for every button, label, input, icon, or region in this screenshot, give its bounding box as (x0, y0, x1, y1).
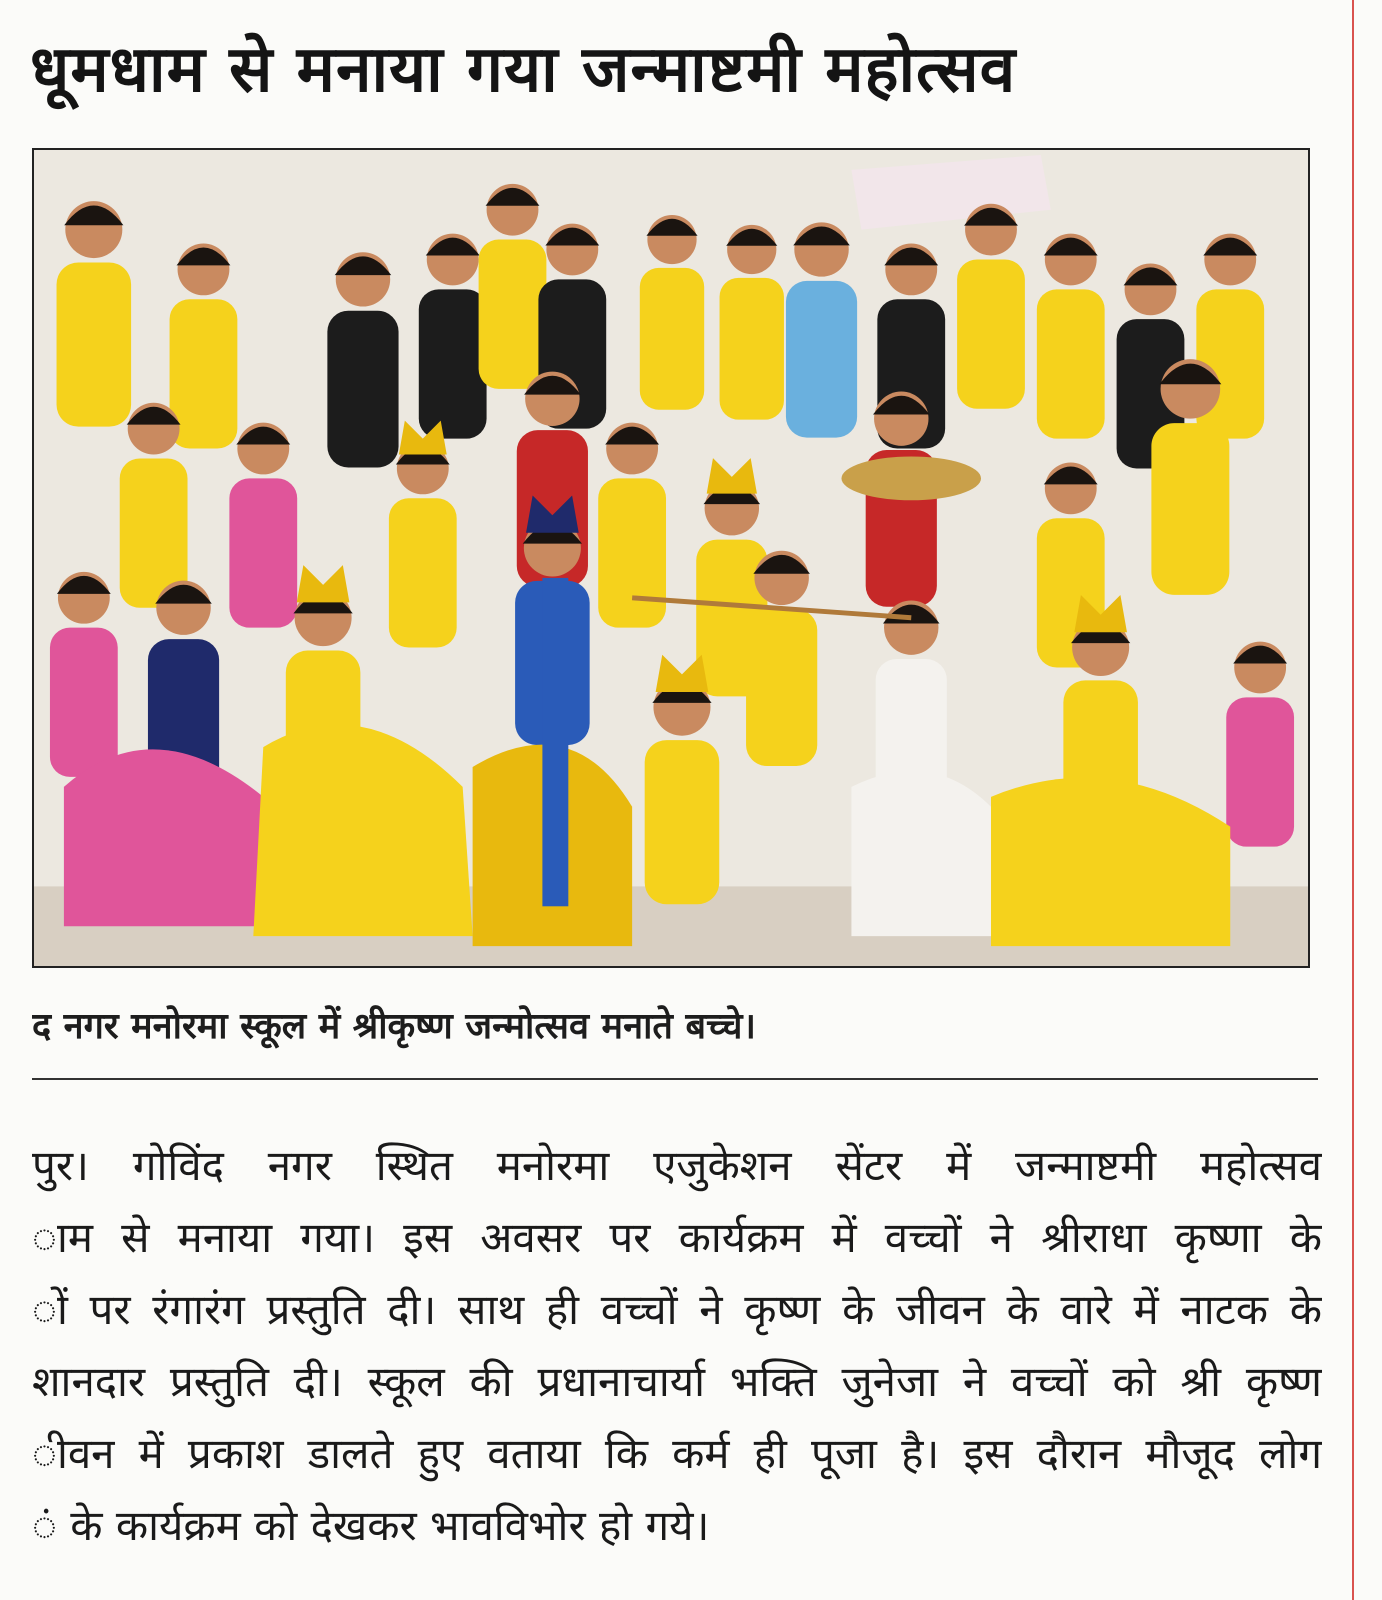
person-body (720, 278, 784, 420)
lehenga-shape (64, 749, 263, 926)
article-line: पुर। गोविंद नगर स्थित मनोरमा एजुकेशन सेंटर में जन्माष्टमी महोत्सव (32, 1141, 1322, 1190)
column-rule (1352, 0, 1354, 1600)
headline: धूमधाम से मनाया गया जन्माष्टमी महोत्सव (30, 33, 1017, 107)
article-line: ाम से मनाया गया। इस अवसर पर कार्यक्रम में वच्चों ने श्रीराधा कृष्णा के (32, 1213, 1322, 1262)
event-photo (32, 148, 1310, 968)
person-body (170, 299, 238, 448)
person-body (640, 268, 704, 410)
person-body (645, 740, 720, 904)
person-body (1151, 423, 1229, 595)
photo-caption: द नगर मनोरमा स्कूल में श्रीकृष्ण जन्मोत्सव मनाते बच्चे। (32, 1006, 757, 1047)
person-body (419, 289, 487, 438)
person-body (598, 478, 666, 627)
article-line: शानदार प्रस्तुति दी। स्कूल की प्रधानाचार्या भक्ति जुनेजा ने वच्चों को श्री कृष्ण (32, 1357, 1322, 1406)
article-line: ं के कार्यक्रम को देखकर भावविभोर हो गये। (32, 1501, 710, 1550)
article-body (32, 1130, 1322, 1562)
person-body (957, 259, 1025, 408)
article-line: ों पर रंगारंग प्रस्तुति दी। साथ ही वच्चों ने कृष्ण के जीवन के वारे में नाटक के (32, 1285, 1322, 1334)
article-line: ीवन में प्रकाश डालते हुए वताया कि कर्म ही पूजा है। इस दौरान मौजूद लोग (32, 1429, 1322, 1478)
dhoti-shape (851, 771, 991, 936)
basket-icon (841, 456, 981, 500)
person-body (1037, 289, 1105, 438)
person-body (746, 609, 817, 766)
person-body (50, 628, 118, 777)
person-body (786, 281, 857, 438)
person-body (229, 478, 297, 627)
person-body (1226, 697, 1294, 846)
person-body (327, 311, 398, 468)
person-body (479, 240, 547, 389)
dupatta-shape (542, 578, 568, 906)
children-group-photo (34, 150, 1308, 966)
caption-divider (32, 1078, 1318, 1080)
person-body (389, 498, 457, 647)
person-body (57, 262, 132, 426)
